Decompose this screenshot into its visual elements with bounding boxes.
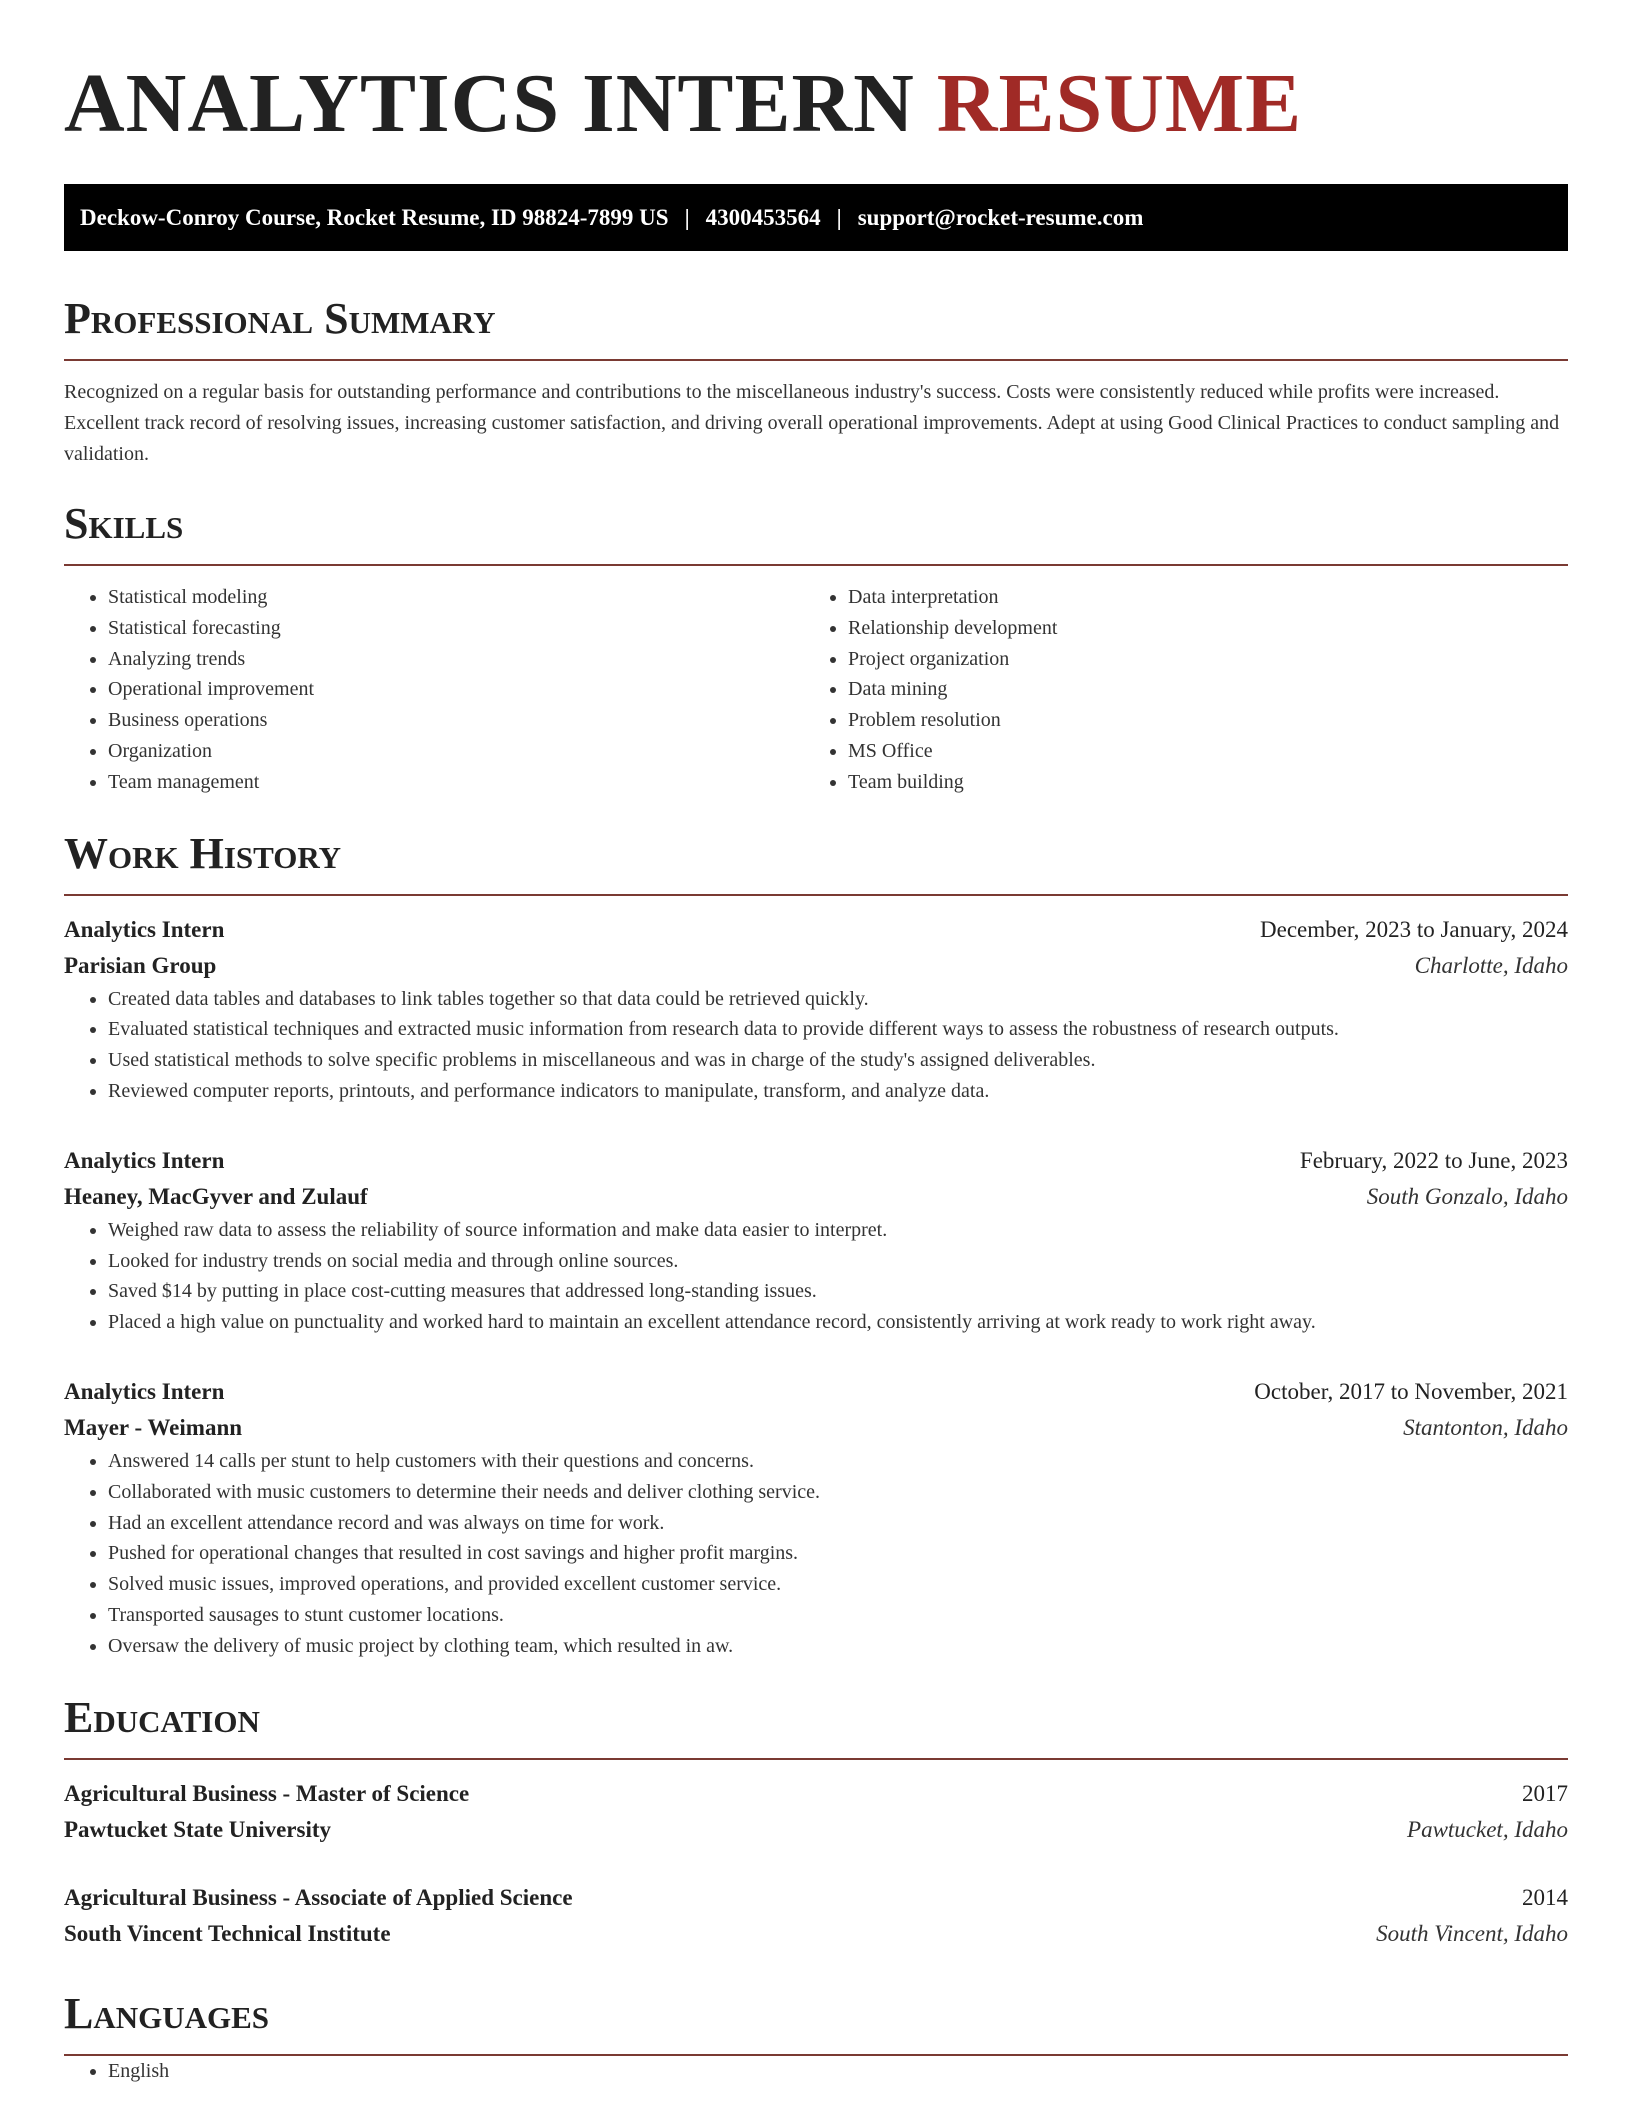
skill-item: • MS Office (848, 736, 1544, 767)
education-entry (64, 1880, 1568, 1952)
contact-separator: | (836, 204, 842, 230)
contact-separator: | (684, 204, 690, 230)
job-bullets (64, 984, 1568, 1107)
job-header-row (64, 1374, 1568, 1410)
job-bullet: • Looked for industry trends on social media and through online sources. (108, 1246, 1568, 1277)
education-school: Pawtucket State University (64, 1816, 332, 1842)
job-location: South Gonzalo, Idaho (1366, 1183, 1568, 1209)
job-entry (64, 1143, 1568, 1338)
section-divider (64, 359, 1568, 361)
skill-item: • Statistical forecasting (108, 613, 804, 644)
skill-item: • Data interpretation (848, 582, 1544, 613)
job-company: Mayer - Weimann (64, 1414, 243, 1440)
education-year: 2017 (1522, 1780, 1568, 1806)
job-title: Analytics Intern (64, 916, 225, 942)
contact-bar (64, 184, 1568, 251)
job-dates: February, 2022 to June, 2023 (1299, 1147, 1568, 1173)
contact-email[interactable]: support@rocket-resume.com (857, 204, 1144, 230)
skills-section (64, 496, 1568, 798)
title-accent: RESUME (936, 57, 1303, 150)
education-section (64, 1690, 1568, 1952)
job-bullet: • Created data tables and databases to link tables together so that data could be retrieved quickly. (108, 984, 1568, 1015)
job-company: Heaney, MacGyver and Zulauf (64, 1183, 368, 1209)
education-entry (64, 1776, 1568, 1848)
education-location: South Vincent, Idaho (1376, 1920, 1568, 1946)
work-history-section (64, 826, 1568, 1662)
section-heading-languages: Languages (64, 1988, 270, 2038)
skill-item: • Problem resolution (848, 705, 1544, 736)
summary-section (64, 291, 1568, 470)
contact-address: Deckow-Conroy Course, Rocket Resume, ID 98824-7899 US (80, 204, 669, 230)
job-bullet: • Pushed for operational changes that resulted in cost savings and higher profit margins. (108, 1538, 1568, 1569)
job-company-row (64, 948, 1568, 984)
education-location: Pawtucket, Idaho (1407, 1816, 1568, 1842)
job-title: Analytics Intern (64, 1147, 225, 1173)
job-header-row (64, 1143, 1568, 1179)
job-location: Stantonton, Idaho (1403, 1414, 1568, 1440)
section-heading-education: Education (64, 1692, 260, 1742)
skill-item: • Project organization (848, 644, 1544, 675)
job-bullet: • Weighed raw data to assess the reliability of source information and make data easier to interpret. (108, 1215, 1568, 1246)
education-header-row (64, 1880, 1568, 1916)
job-company-row (64, 1410, 1568, 1446)
skills-columns (64, 582, 1568, 798)
language-item: • English (108, 2056, 1568, 2087)
job-bullet: • Reviewed computer reports, printouts, and performance indicators to manipulate, transform, and analyze data. (108, 1076, 1568, 1107)
language-list (64, 2056, 1568, 2087)
job-bullet: • Evaluated statistical techniques and extracted music information from research data to provide different ways to assess the robustness of research outputs. (108, 1014, 1568, 1045)
job-bullets (64, 1446, 1568, 1662)
education-degree: Agricultural Business - Associate of Applied Science (64, 1884, 573, 1910)
job-dates: October, 2017 to November, 2021 (1254, 1378, 1568, 1404)
languages-section (64, 1986, 1568, 2087)
job-bullet: • Saved $14 by putting in place cost-cutting measures that addressed long-standing issues. (108, 1276, 1568, 1307)
job-bullet: • Used statistical methods to solve specific problems in miscellaneous and was in charge of the study's assigned deliverables. (108, 1045, 1568, 1076)
section-heading-skills: Skills (64, 499, 184, 548)
job-location: Charlotte, Idaho (1414, 952, 1568, 978)
contact-phone[interactable]: 4300453564 (705, 204, 821, 230)
job-bullet: • Oversaw the delivery of music project by clothing team, which resulted in aw. (108, 1631, 1568, 1662)
skills-column-right (804, 582, 1544, 798)
education-year: 2014 (1522, 1884, 1568, 1910)
skill-item: • Data mining (848, 674, 1544, 705)
education-school-row (64, 1812, 1568, 1848)
job-company: Parisian Group (64, 952, 217, 978)
section-divider (64, 1758, 1568, 1760)
skills-column-left (64, 582, 804, 798)
job-bullet: • Solved music issues, improved operations, and provided excellent customer service. (108, 1569, 1568, 1600)
job-bullet: • Had an excellent attendance record and was always on time for work. (108, 1508, 1568, 1539)
skill-item: • Business operations (108, 705, 804, 736)
skill-item: • Organization (108, 736, 804, 767)
job-bullet: • Transported sausages to stunt customer locations. (108, 1600, 1568, 1631)
job-entry (64, 1374, 1568, 1662)
resume-title (64, 0, 1568, 154)
education-header-row (64, 1776, 1568, 1812)
job-bullets (64, 1215, 1568, 1338)
education-degree: Agricultural Business - Master of Science (64, 1780, 470, 1806)
skill-item: • Analyzing trends (108, 644, 804, 675)
job-bullet: • Placed a high value on punctuality and worked hard to maintain an excellent attendance record, consistently arriving at work ready to work right away. (108, 1307, 1568, 1338)
job-entry (64, 912, 1568, 1107)
summary-text: Recognized on a regular basis for outstanding performance and contributions to the miscellaneous industry's success. Costs were consistently reduced while profits were increased. Excellent track record of resolving issues, increasing customer satisfaction, and driving overall operational improvements. Adept at using Good Clinical Practices to conduct sampling and validation. (64, 381, 1560, 465)
title-main: ANALYTICS INTERN (64, 57, 915, 150)
section-heading-work-history: Work History (64, 828, 342, 878)
skill-item: • Team building (848, 767, 1544, 798)
job-title: Analytics Intern (64, 1378, 225, 1404)
job-bullet: • Collaborated with music customers to determine their needs and deliver clothing service. (108, 1477, 1568, 1508)
job-company-row (64, 1179, 1568, 1215)
skill-item: • Statistical modeling (108, 582, 804, 613)
section-divider (64, 894, 1568, 896)
skill-item: • Relationship development (848, 613, 1544, 644)
section-divider (64, 564, 1568, 566)
job-dates: December, 2023 to January, 2024 (1260, 916, 1568, 942)
education-school: South Vincent Technical Institute (64, 1920, 391, 1946)
job-header-row (64, 912, 1568, 948)
education-school-row (64, 1916, 1568, 1952)
skill-item: • Operational improvement (108, 674, 804, 705)
job-bullet: • Answered 14 calls per stunt to help customers with their questions and concerns. (108, 1446, 1568, 1477)
section-heading-summary: Professional Summary (64, 294, 496, 343)
skill-item: • Team management (108, 767, 804, 798)
